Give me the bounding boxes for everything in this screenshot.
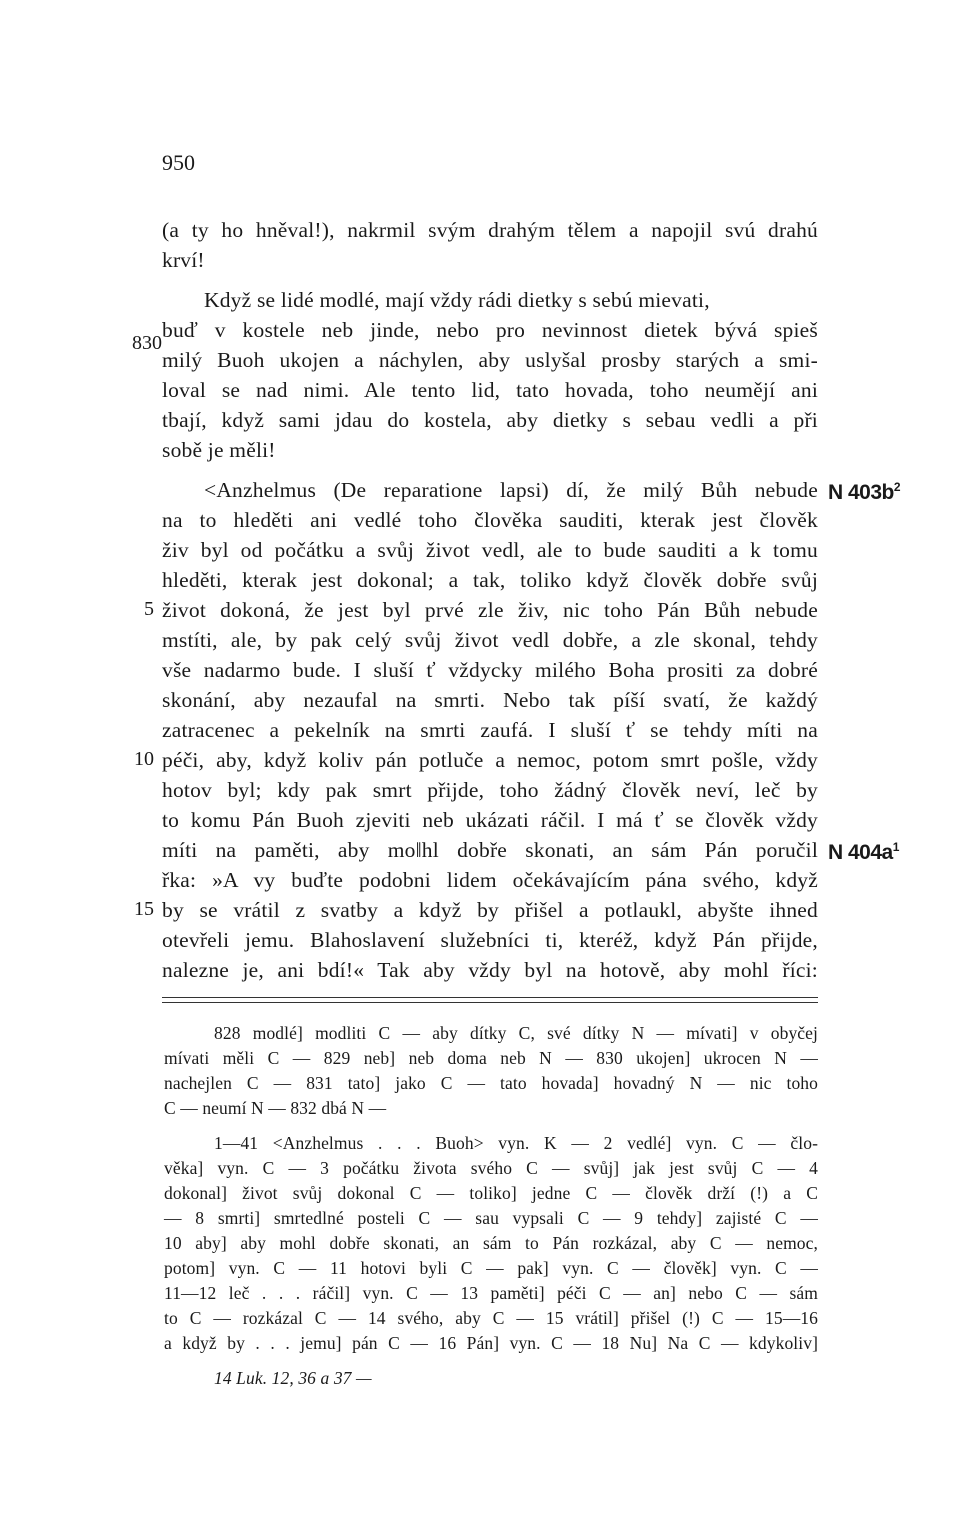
text-line: hotov byl; kdy pak smrt přijde, toho žádný člověk neví, leč by: [162, 778, 818, 802]
apparatus-line: nachejlen C — 831 tato] jako C — tato hovada] hovadný N — nic toho: [164, 1073, 818, 1093]
text-line: mstíti, ale, by pak celý svůj život vedl dobře, a zle skonal, tehdy: [162, 628, 818, 652]
apparatus-line: 10 aby] aby mohl dobře skonati, an sám to Pán rozkázal, aby C — nemoc,: [164, 1233, 818, 1253]
text-line: Když se lidé modlé, mají vždy rádi dietky s sebú mievati,: [204, 288, 710, 312]
text-line: milý Buoh ukojen a náchylen, aby uslyšal prosby starých a smi-: [162, 348, 818, 372]
apparatus-line: 1—41 <Anzhelmus . . . Buoh> vyn. K — 2 vedlé] vyn. C — člo-: [214, 1133, 818, 1153]
text-line: (a ty ho hněval!), nakrmil svým drahým tělem a napojil svú drahú: [162, 218, 818, 242]
line-number-15: 15: [134, 898, 154, 920]
text-line: tbají, když sami jdau do kostela, aby dietky s sebau vedli a při: [162, 408, 818, 432]
text-line: <Anzhelmus (De reparatione lapsi) dí, že milý Bůh nebude: [204, 478, 818, 502]
line-number-10: 10: [134, 748, 154, 770]
apparatus-line: — 8 smrti] smrtedlné posteli C — sau vypsali C — 9 tehdy] zajisté C —: [164, 1208, 818, 1228]
text-line: vše nadarmo bude. I sluší ť vždycky milého Boha prositi za dobré: [162, 658, 818, 682]
apparatus-line: a když by . . . jemu] pán C — 16 Pán] vyn. C — 18 Nu] Na C — kdykoliv]: [164, 1333, 818, 1353]
text-line: loval se nad nimi. Ale tento lid, tato hovada, toho neumějí ani: [162, 378, 818, 402]
text-line: nalezne je, ani bdí!« Tak aby vždy byl na hotově, aby mohl říci:: [162, 958, 818, 982]
apparatus-line: C — neumí N — 832 dbá N —: [164, 1098, 387, 1118]
text-line: život dokoná, že jest byl prvé zle živ, nic toho Pán Bůh nebude: [162, 598, 818, 622]
text-line: by se vrátil z svatby a když by přišel a potlaukl, abyšte ihned: [162, 898, 818, 922]
text-line: skonání, aby nezaufal na smrti. Nebo tak píší svatí, že každý: [162, 688, 818, 712]
apparatus-line: mívati měli C — 829 neb] neb doma neb N — 830 ukojen] ukrocen N —: [164, 1048, 818, 1068]
text-line: na to hleděti ani vedlé toho člověka sauditi, kterak jest člověk: [162, 508, 818, 532]
text-line: buď v kostele neb jinde, nebo pro nevinnost dietek bývá spieš: [162, 318, 818, 342]
text-line: krví!: [162, 248, 205, 272]
text-line: živ byl od počátku a svůj život vedl, ale to bude sauditi a k tomu: [162, 538, 818, 562]
apparatus-line: 828 modlé] modliti C — aby dítky C, své dítky N — mívati] v obyčej: [214, 1023, 818, 1043]
separator-rule: [162, 997, 818, 998]
separator-rule: [162, 1002, 818, 1003]
manuscript-ref: N $403b^2$: [828, 480, 901, 504]
line-number-5: 5: [144, 598, 154, 620]
text-line: otevřeli jemu. Blahoslavení služebníci ti, kteréž, když Pán přijde,: [162, 928, 818, 952]
manuscript-ref: N $404a^1$: [828, 840, 899, 864]
apparatus-line: 11—12 leč . . . ráčil] vyn. C — 13 paměti] péči C — an] nebo C — sám: [164, 1283, 818, 1303]
apparatus-line: to C — rozkázal C — 14 svého, aby C — 15 vrátil] přišel (!) C — 15—16: [164, 1308, 818, 1328]
page-number: 950: [162, 150, 195, 175]
apparatus-line: potom] vyn. C — 11 hotovi byli C — pak] vyn. C — člověk] vyn. C —: [164, 1258, 818, 1278]
text-line: péči, aby, když koliv pán potluče a nemoc, potom smrt pošle, vždy: [162, 748, 818, 772]
apparatus-line: věka] vyn. C — 3 počátku života svého C — svůj] jak jest svůj C — 4: [164, 1158, 818, 1178]
apparatus-line: dokonal] život svůj dokonal C — toliko] jedne C — člověk drží (!) a C: [164, 1183, 818, 1203]
text-line: zatracenec a pekelník na smrti zaufá. I sluší ť se tehdy míti na: [162, 718, 818, 742]
text-line: míti na paměti, aby mo‖hl dobře skonati, an sám Pán poručil: [162, 838, 818, 862]
bible-reference: 14 Luk. 12, 36 a 37 —: [214, 1368, 372, 1388]
text-line: řka: »A vy buďte podobni lidem očekávajícím pána svého, když: [162, 868, 818, 892]
text-line: to komu Pán Buoh zjeviti neb ukázati ráčil. I má ť se člověk vždy: [162, 808, 818, 832]
text-line: hleděti, kterak jest dokonal; a tak, toliko když člověk dobře svůj: [162, 568, 818, 592]
text-line: sobě je měli!: [162, 438, 276, 462]
line-number-830: 830: [132, 332, 162, 354]
